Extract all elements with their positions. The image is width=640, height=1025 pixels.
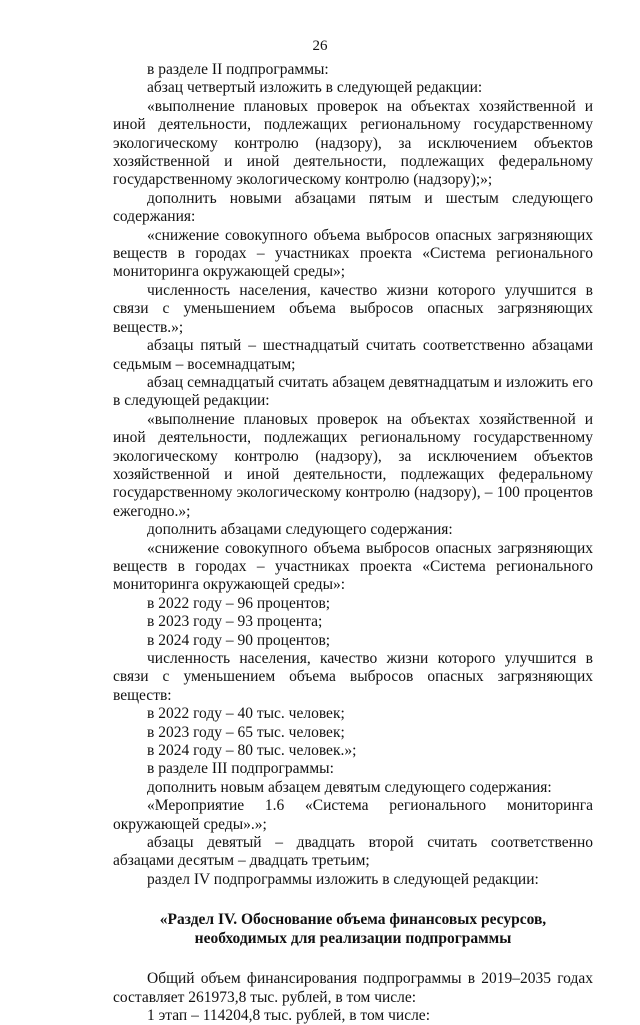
paragraph: в 2022 году – 40 тыс. человек;	[147, 705, 345, 723]
paragraph: численность населения, качество жизни которого улучшится в связи с уменьшением объема выбросов опасных загрязняющих веществ.»;	[113, 281, 593, 336]
page-number: 26	[312, 38, 328, 54]
paragraph: в 2023 году – 93 процента;	[147, 613, 323, 631]
section-heading-line: необходимых для реализации подпрограммы	[194, 929, 512, 947]
paragraph: «Мероприятие 1.6 «Система регионального мониторинга окружающей среды».»;	[113, 797, 593, 833]
paragraph: в 2023 году – 65 тыс. человек;	[147, 723, 345, 741]
paragraph: 1 этап – 114204,8 тыс. рублей, в том числе:	[147, 1006, 430, 1024]
paragraph: в разделе II подпрограммы:	[147, 61, 329, 78]
paragraph: «снижение совокупного объема выбросов опасных загрязняющих веществ в городах – участниках проекта «Система регионального мониторинга окружающей среды»;	[113, 226, 593, 281]
paragraph: дополнить новым абзацем девятым следующего содержания:	[147, 778, 552, 796]
section-heading	[113, 911, 593, 948]
paragraph: «снижение совокупного объема выбросов опасных загрязняющих веществ в городах – участниках проекта «Система регионального мониторинга окружающей среды»:	[113, 539, 593, 594]
paragraph: раздел IV подпрограммы изложить в следующей редакции:	[147, 870, 539, 888]
paragraph: Общий объем финансирования подпрограммы в 2019–2035 годах составляет 261973,8 тыс. рублей, в том числе:	[113, 970, 593, 1006]
paragraph: дополнить новыми абзацами пятым и шестым следующего содержания:	[113, 189, 593, 226]
paragraph: в 2022 году – 96 процентов;	[147, 594, 331, 612]
paragraph: абзац семнадцатый считать абзацем девятнадцатым и изложить его в следующей редакции:	[113, 373, 593, 410]
paragraph: численность населения, качество жизни которого улучшится в связи с уменьшением объема выбросов опасных загрязняющих веществ:	[113, 650, 593, 704]
paragraph: абзацы девятый – двадцать второй считать соответственно абзацами десятым – двадцать третьим;	[113, 834, 593, 870]
paragraph: в 2024 году – 90 процентов;	[147, 631, 331, 649]
paragraph: в 2024 году – 80 тыс. человек.»;	[147, 742, 357, 760]
paragraph: дополнить абзацами следующего содержания:	[147, 521, 453, 539]
paragraph: абзац четвертый изложить в следующей редакции:	[147, 79, 483, 97]
section-heading-line: «Раздел IV. Обоснование объема финансовых ресурсов,	[159, 911, 547, 929]
paragraph: в разделе III подпрограммы:	[147, 760, 334, 778]
document-body	[113, 61, 593, 1025]
paragraph: абзацы пятый – шестнадцатый считать соответственно абзацами седьмым – восемнадцатым;	[113, 337, 593, 373]
paragraph: «выполнение плановых проверок на объектах хозяйственной и иной деятельности, подлежащих региональному государственному экологическому контролю (надзору), за исключением объектов хозяйственной и иной деятельности, подлежащих федеральному государственному экологическому контролю (надзору), – 100 процентов ежегодно.»;	[113, 410, 593, 520]
paragraph: «выполнение плановых проверок на объектах хозяйственной и иной деятельности, подлежащих региональному государственному экологическому контролю (надзору), за исключением объектов хозяйственной и иной деятельности, подлежащих федеральному государственному экологическому контролю (надзору);»;	[113, 97, 593, 189]
